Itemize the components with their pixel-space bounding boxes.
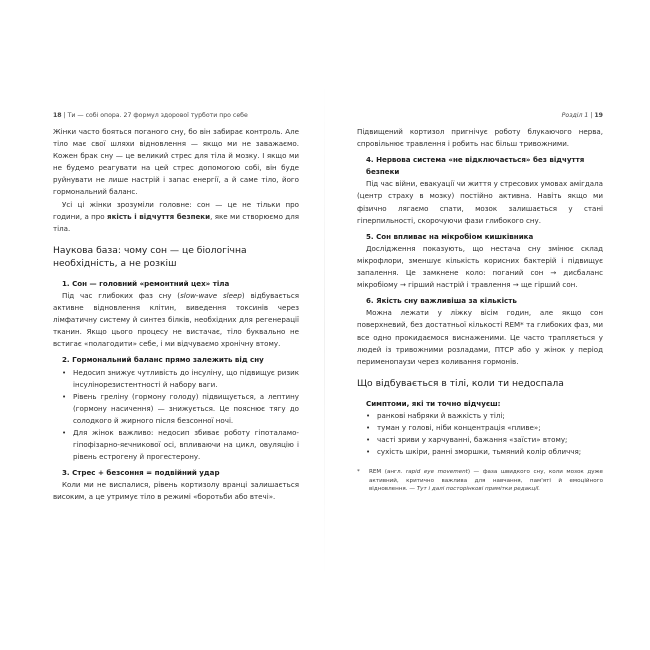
right-running-head (357, 112, 603, 126)
list-item (357, 434, 603, 446)
bullet-glyph: • (62, 368, 67, 377)
italic-text: slow-wave sleep (180, 290, 242, 300)
bullet-glyph: • (366, 423, 371, 432)
text-span: , яке ми створюємо для тіла. (53, 211, 299, 233)
text-span: Усі ці жінки зрозуміли головне: сон — це не тільки про години, а про (53, 199, 299, 221)
paragraph: Можна лежати у ліжку вісім годин, але якщо сон поверхневий, без достатньої кількості REM* та глибоких фаз, ми все одно прокидаємося виснаженими. Це часто трапляється у людей із тривожними розладами, ПТСР або у жінок у період перименопаузи через коливання гормонів. (357, 308, 603, 366)
right-page (357, 112, 603, 493)
section-heading: Наукова база: чому сон — це біологічна необхідність, а не розкіш (53, 244, 247, 269)
list-item-text: часті зриви у харчуванні, бажання «заїсти» втому; (377, 435, 568, 445)
paragraph (53, 199, 299, 235)
book-gutter (324, 80, 325, 580)
list-item (53, 391, 299, 427)
list-item (53, 427, 299, 463)
left-page-number: 18 (53, 112, 62, 119)
paragraph: Підвищений кортизол пригнічує роботу блукаючого нерва, спровільнює травлення і робить нас більш тривожними. (357, 127, 603, 149)
left-runhead-separator: | (63, 112, 66, 119)
list-item-text: туман у голові, ніби концентрація «пливе»; (377, 422, 541, 432)
paragraph: Коли ми не виспалися, рівень кортизолу вранці залишається високим, а це утримує тіло в режимі «боротьби або втечі». (53, 480, 299, 502)
paragraph: Під час війни, евакуації чи життя у стресових умовах амігдала (центр страху в мозку) постійно активна. Навіть якщо ми фізично лягаємо спати, мозок залишається у стані гіперпильності, скорочуючи фази глибокого сну. (357, 179, 603, 225)
left-page (53, 112, 299, 504)
text-span: ) відбувається активне відновлення клітин, виведення токсинів через лімфатичну систему й синтез білків, необхідних для регенерації тканин. Якщо цього процесу не вистачає, тіло буквально не встигає «полагодити» себе, і ми відчуваємо хронічну втому. (53, 290, 300, 349)
subheading: 4. Нервова система «не відключається» без відчуття безпеки (366, 155, 585, 177)
list-item-text: сухість шкіри, ранні зморшки, тьмяний колір обличчя; (377, 447, 582, 457)
paragraph: Жінки часто бояться поганого сну, бо він забирає контроль. Але тіло має свої шляхи відновлення — якщо ми не заважаємо. Кожен брак сну — це великий стрес для тіла й мозку. І якщо ми не будемо реагувати на цей стрес допомогою собі, він буде руйнувати не лише настрій і запас енергії, а й саме тіло, його гормональний баланс. (53, 127, 299, 197)
subheading: 3. Стрес + безсоння = подвійний удар (62, 468, 220, 478)
footnote (357, 468, 603, 493)
subheading: 2. Гормональний баланс прямо залежить від сну (62, 355, 264, 365)
list-item (53, 367, 299, 391)
bullet-glyph: • (366, 436, 371, 445)
bullet-glyph: • (62, 392, 67, 401)
list-item-text: Для жінок важливо: недосип збиває роботу гіпоталамо-гіпофізарно-яєчникової осі, впливаючи на цикл, овуляцію і рівень естрогену й прогестерону. (73, 427, 299, 462)
list-item-text: Рівень греліну (гормону голоду) підвищується, а лептину (гормону насичення) — знижується. Це пояснює тягу до солодкого й жирного після безсонної ночі. (73, 391, 299, 425)
list-item-text: Недосип знижує чутливість до інсуліну, що підвищує ризик інсулінорезистентності й набору ваги. (73, 367, 299, 389)
list-item-text: ранкові набряки й важкість у тілі; (377, 410, 505, 420)
bullet-glyph: • (366, 411, 371, 420)
bullet-glyph: • (366, 448, 371, 457)
subheading: 1. Сон — головний «ремонтний цех» тіла (62, 278, 230, 288)
section-heading: Що відбувається в тілі, коли ти недоспала (357, 377, 564, 389)
bold-text: якість і відчуття безпеки (107, 211, 211, 221)
paragraph: Дослідження показують, що нестача сну змінює склад мікрофлори, зменшує кількість корисних бактерій і підвищує запалення. Це замкнене коло: поганий сон → дисбаланс мікробіому → гірший настрій і травлення → ще гірший сон. (357, 243, 603, 290)
bullet-list (53, 367, 299, 464)
subheading: Симптоми, які ти точно відчуєш: (366, 398, 501, 408)
list-item (357, 410, 603, 422)
italic-text: rapid eye movement (405, 469, 468, 476)
subheading: 6. Якість сну важливіша за кількість (366, 296, 517, 306)
subheading: 5. Сон впливає на мікробіом кишківника (366, 231, 534, 241)
text-span: REM (англ. (369, 469, 406, 476)
left-running-head (53, 112, 299, 126)
symptom-list (357, 410, 603, 458)
right-runhead-separator: | (590, 112, 593, 119)
italic-text: Тут і далі посторінкові примітки редакції. (416, 485, 541, 492)
paragraph (53, 290, 299, 350)
bullet-glyph: • (62, 428, 67, 437)
footnote-mark: * (357, 469, 360, 476)
text-span: Під час глибоких фаз сну ( (62, 290, 181, 300)
right-runhead-section: Розділ 1 (561, 112, 589, 119)
list-item (357, 446, 603, 458)
left-runhead-title: Ти — собі опора. 27 формул здорової турботи про себе (67, 112, 248, 119)
right-page-number: 19 (594, 112, 603, 119)
list-item (357, 422, 603, 434)
text-span: ) — фаза швидкого сну, коли мозок дуже активний, критично важлива для навчання, пам'яті й емоційного відновлення. — (369, 469, 604, 492)
